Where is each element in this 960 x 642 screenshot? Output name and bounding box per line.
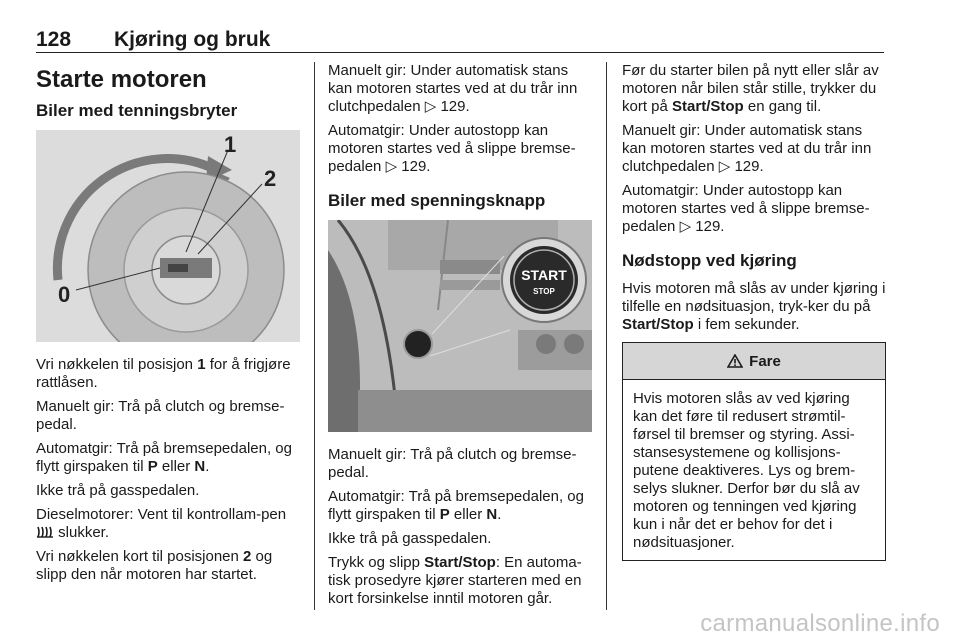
text: .: [497, 506, 502, 523]
page-reference[interactable]: 129.: [401, 158, 431, 175]
text: Hvis motoren må slås av under kjøring i tilfelle en nødsituasjon, tryk-ker du på: [622, 280, 886, 315]
bold-text: 2: [243, 548, 252, 565]
text: Dieselmotorer: Vent til kontrollam-pen: [36, 506, 287, 523]
column-2: [328, 62, 592, 614]
paragraph: [622, 122, 886, 176]
column-divider-1: [314, 62, 315, 610]
warning-box: [622, 342, 886, 561]
paragraph: [328, 554, 592, 608]
text: Før du starter bilen på nytt eller slår av motoren når bilen står stille, trykker du kort på: [622, 62, 879, 115]
chapter-title: Kjøring og bruk: [114, 28, 271, 51]
text: : En automa-tisk prosedyre kjører starteren med en kort forsinkelse inntil motoren går.: [328, 554, 582, 607]
text: Manuelt gir: Under automatisk stans kan motoren startes ved at du trår inn clutchpedalen: [328, 62, 578, 115]
subheading-emergency-stop: Nødstopp ved kjøring: [622, 251, 797, 270]
start-stop-button-figure: [328, 220, 592, 432]
ignition-key-figure: [36, 130, 300, 342]
text: Trykk og slipp: [328, 554, 425, 571]
paragraph: [36, 548, 300, 584]
text: Automatgir: Under autostopp kan motoren startes ved å slippe bremse-pedalen: [622, 182, 870, 235]
page-number: 128: [36, 28, 72, 51]
figure-label-0: 0: [58, 282, 71, 307]
paragraph: [36, 506, 300, 542]
bold-text: Start/Stop: [622, 316, 694, 333]
warning-title: [623, 343, 885, 380]
text: Manuelt gir: Under automatisk stans kan motoren startes ved at du trår inn clutchpedalen: [622, 122, 872, 175]
paragraph: [328, 488, 592, 524]
text: i fem sekunder.: [693, 316, 800, 333]
stop-label: STOP: [533, 287, 555, 296]
text: Automatgir: Under autostopp kan motoren startes ved å slippe bremse-pedalen: [328, 122, 576, 175]
text: .: [205, 458, 210, 475]
paragraph: [622, 280, 886, 334]
bold-text: Start/Stop: [672, 98, 744, 115]
text: Vri nøkkelen til posisjon: [36, 356, 198, 373]
text: for å frigjøre rattlåsen.: [36, 356, 291, 391]
paragraph: [328, 122, 592, 176]
subheading-power-button: Biler med spenningsknapp: [328, 191, 546, 210]
warning-triangle-icon: [727, 354, 743, 368]
column-3: [622, 62, 886, 561]
text: og slipp den når motoren har startet.: [36, 548, 273, 583]
text: eller: [157, 458, 195, 475]
text: Automatgir: Trå på bremsepedalen, og flytt girspaken til: [36, 440, 292, 475]
warning-title-text: Fare: [749, 352, 781, 370]
bold-text: Start/Stop: [424, 554, 496, 571]
text: Vri nøkkelen kort til posisjonen: [36, 548, 244, 565]
ref-arrow-icon: ▷: [385, 158, 398, 175]
page-reference[interactable]: 129.: [734, 158, 764, 175]
paragraph: Manuelt gir: Trå på clutch og bremse-pedal.: [36, 398, 285, 433]
paragraph: Ikke trå på gasspedalen.: [36, 482, 200, 499]
page-header: [36, 28, 884, 53]
bold-text: P: [439, 506, 450, 523]
bold-text: N: [194, 458, 206, 475]
bold-text: P: [147, 458, 158, 475]
bold-text: 1: [197, 356, 206, 373]
text: Automatgir: Trå på bremsepedalen, og flytt girspaken til: [328, 488, 584, 523]
paragraph: [622, 182, 886, 236]
paragraph: Manuelt gir: Trå på clutch og bremse-pedal.: [328, 446, 577, 481]
column-1: [36, 62, 300, 590]
bold-text: N: [486, 506, 498, 523]
ref-arrow-icon: ▷: [718, 158, 731, 175]
glow-plug-icon: [36, 525, 54, 539]
section-title: Starte motoren: [36, 66, 207, 93]
paragraph: [36, 356, 300, 392]
figure-label-2: 2: [264, 166, 277, 191]
watermark: carmanualsonline.info: [700, 610, 940, 637]
warning-body: Hvis motoren slås av ved kjøring kan det føre til redusert strømtil-førsel til bremser og styring. Assi-stansesystemene og kollisjons-putene deaktiveres. Lys og brem-selys slukner. Derfor bør du slå av motoren og tenningen ved kjøring kun i når det er behov for det i nødsituasjoner.: [633, 390, 860, 551]
paragraph: Ikke trå på gasspedalen.: [328, 530, 492, 547]
column-divider-2: [606, 62, 607, 610]
text: eller: [449, 506, 487, 523]
paragraph: [36, 440, 300, 476]
start-label: START: [521, 267, 567, 283]
paragraph: [622, 62, 886, 116]
ref-arrow-icon: ▷: [424, 98, 437, 115]
figure-label-1: 1: [224, 132, 237, 157]
page-reference[interactable]: 129.: [695, 218, 725, 235]
ref-arrow-icon: ▷: [679, 218, 692, 235]
text: slukker.: [54, 524, 110, 541]
paragraph: [328, 62, 592, 116]
text: en gang til.: [743, 98, 822, 115]
subheading-ignition-switch: Biler med tenningsbryter: [36, 101, 238, 120]
page-reference[interactable]: 129.: [440, 98, 470, 115]
